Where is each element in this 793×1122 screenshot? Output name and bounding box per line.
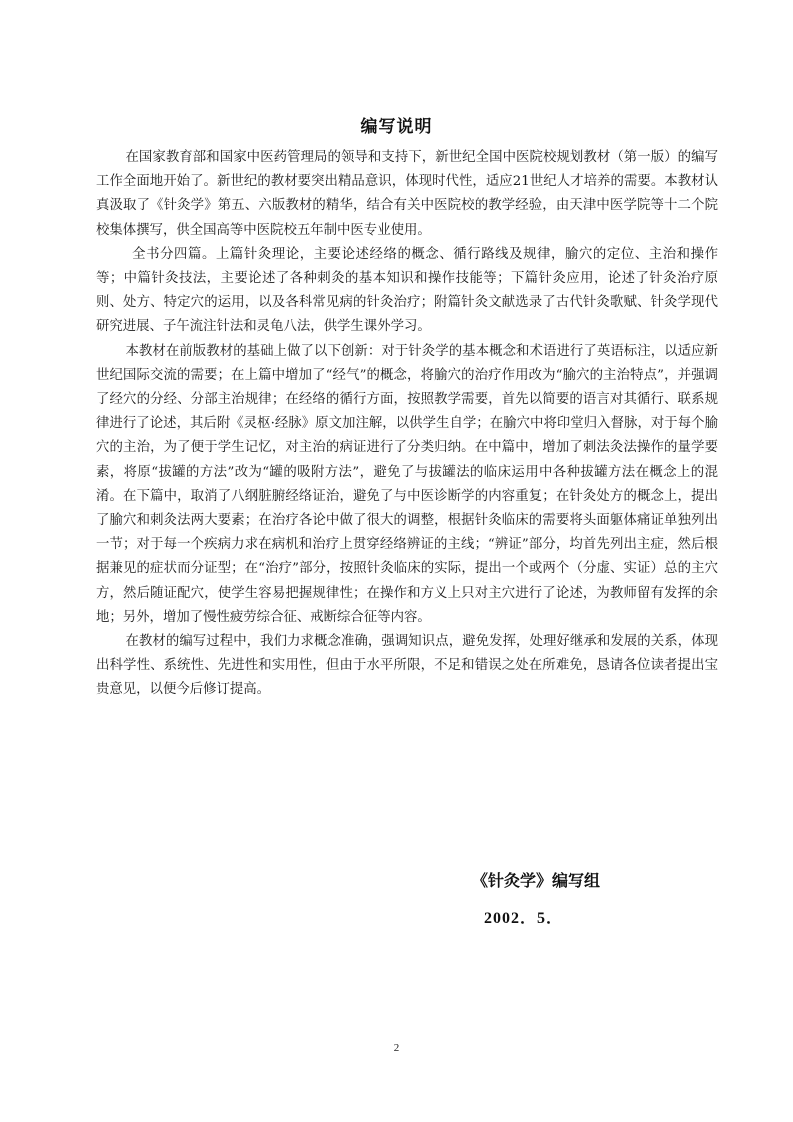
- paragraph-innovations: 本教材在前版教材的基础上做了以下创新：对于针灸学的基本概念和术语进行了英语标注，以适应新世纪国际交流的需要；在上篇中增加了“经气”的概念，将腧穴的治疗作用改为“腧穴的主治特点”，并强调了经穴的分经、分部主治规律；在经络的循行方面，按照教学需要，首先以简要的语言对其循行、联系规律进行了论述，其后附《灵枢·经脉》原文加注解，以供学生自学；在腧穴中将印堂归入督脉，对于每个腧穴的主治，为了便于学生记忆，对主治的病证进行了分类归纳。在中篇中，增加了刺法灸法操作的量学要素，将原“拔罐的方法”改为“罐的吸附方法”，避免了与拔罐法的临床运用中各种拔罐方法在概念上的混淆。在下篇中，取消了八纲脏腑经络证治，避免了与中医诊断学的内容重复；在针灸处方的概念上，提出了腧穴和刺灸法两大要素；在治疗各论中做了很大的调整，根据针灸临床的需要将头面躯体痛证单独列出一节；对于每一个疾病力求在病机和治疗上贯穿经络辨证的主线；“辨证”部分，均首先列出主症，然后根据兼见的症状而分证型；在“治疗”部分，按照针灸临床的实际，提出一个或两个（分虚、实证）总的主穴方，然后随证配穴，使学生容易把握规律性；在操作和方义上只对主穴进行了论述，为教师留有发挥的余地；另外，增加了慢性疲劳综合征、戒断综合征等内容。: [96, 343, 718, 625]
- date: 2002．5．: [484, 910, 564, 927]
- paragraph-structure: 全书分四篇。上篇针灸理论，主要论述经络的概念、循行路线及规律，腧穴的定位、主治和操作等；中篇针灸技法，主要论述了各种刺灸的基本知识和操作技能等；下篇针灸应用，论述了针灸治疗原则、处方、特定穴的运用，以及各科常见病的针灸治疗；附篇针灸文献选录了古代针灸歌赋、针灸学现代研究进展、子午流注针法和灵龟八法，供学生课外学习。: [96, 246, 718, 335]
- page-title: 编写说明: [360, 117, 433, 137]
- page-number: 2: [393, 1042, 400, 1054]
- document-body: [96, 146, 718, 703]
- paragraph-closing: 在教材的编写过程中，我们力求概念准确，强调知识点，避免发挥，处理好继承和发展的关系，体现出科学性、系统性、先进性和实用性，但由于水平所限，不足和错误之处在所难免，恳请各位读者提出宝贵意见，以便今后修订提高。: [96, 634, 718, 698]
- signature: 《针灸学》编写组: [472, 871, 601, 890]
- paragraph-intro: 在国家教育部和国家中医药管理局的领导和支持下，新世纪全国中医院校规划教材（第一版）的编写工作全面地开始了。新世纪的教材要突出精品意识，体现时代性，适应21世纪人才培养的需要。本教材认真汲取了《针灸学》第五、六版教材的精华，结合有关中医院校的教学经验，由天津中医学院等十二个院校集体撰写，供全国高等中医院校五年制中医专业使用。: [96, 150, 718, 238]
